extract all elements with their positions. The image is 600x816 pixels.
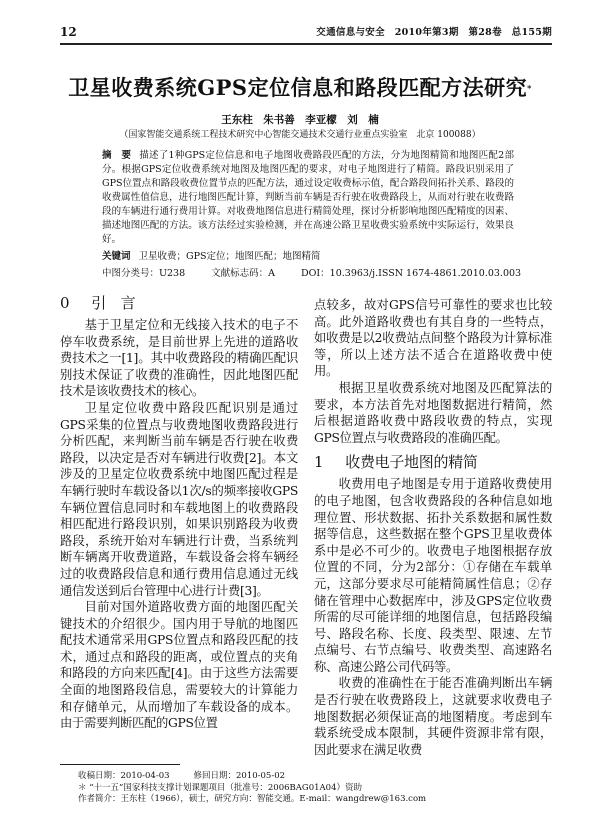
section-number: 0 [60, 294, 70, 312]
doi: DOI：10.3963/j.ISSN 1674-4861.2010.03.003 [301, 268, 522, 279]
paper-title [0, 75, 600, 101]
paragraph: 根据卫星收费系统对地图及匹配算法的要求，本方法首先对地图数据进行精简，然后根据道路收费中路段收费的特点，实现GPS位置点与收费路段的准确匹配。 [314, 380, 552, 445]
received-date: 收稿日期：2010-04-03 [78, 771, 170, 782]
paragraph: 卫星定位收费中路段匹配识别是通过GPS采集的位置点与收费地图收费路段进行分析匹配，来判断当前车辆是否行驶在收费路段，以决定是否对车辆进行收费[2]。本文涉及的卫星定位收费系统中地图匹配过程是车辆行驶时车载设备以1次/s的频率接收GPS车辆位置信息同时和车载地图上的收费路段相匹配进行路段识别，如果识别路段为收费路段，系统开始对车辆进行计费，当系统判断车辆离开收费道路，车载设备会将车辆经过的收费路段信息和通行费用信息通过无线通信发送到后台管理中心进行计费[3]。 [60, 400, 298, 598]
abstract [102, 149, 514, 247]
paragraph: 基于卫星定位和无线接入技术的电子不停车收费系统，是目前世界上先进的道路收费技术之一[1]。其中收费路段的精确匹配识别技术保证了收费的准确性，因此地图匹配技术是该收费技术的核心。 [60, 318, 298, 399]
paragraph: 收费的准确性在于能否准确判断出车辆是否行驶在收费路段上，这就要求收费电子地图数据必须保证高的地图精度。考虑到车载系统受成本限制，其硬件资源非常有限，因此要求在满足收费 [314, 676, 552, 757]
footnote-rule [60, 764, 180, 765]
paragraph-continued: 点较多，故对GPS信号可靠性的要求也比较高。此外道路收费也有其自身的一些特点，如收费是以2收费站点间整个路段为计算标准等，所以上述方法不适合在道路收费中使用。 [314, 298, 552, 379]
left-column [60, 293, 298, 732]
affiliation: （国家智能交通系统工程技术研究中心智能交通技术交通行业重点实验室 北京 100088） [119, 130, 481, 140]
revised-date: 修回日期：2010-05-02 [193, 771, 286, 782]
section-number: 1 [314, 453, 324, 472]
section-heading-0 [60, 293, 298, 313]
page-number: 12 [60, 25, 77, 39]
footnote-author-bio: 作者简介：王东柱（1966），硕士，研究方向：智能交通。E-mail：wangdrew@163.com [78, 794, 427, 805]
paragraph: 收费用电子地图是专用于道路收费使用的电子地图，包含收费路段的各种信息如地理位置、形状数据、拓扑关系数据和属性数据等信息，这些数据在整个GPS卫星收费体系中是必不可少的。收费电子地图根据存放位置的不同，分为2部分：①存储在车载单元，这部分要求尽可能精简属性信息；②存储在管理中心数据库中，涉及GPS定位收费所需的尽可能详细的地图信息，包括路段编号、路段名称、长度、段类型、限速、左节点编号、右节点编号、收费类型、高速路名称、高速公路公司代码等。 [314, 477, 552, 674]
keywords [102, 250, 522, 264]
section-heading-1 [314, 452, 552, 472]
section-title: 引 言 [91, 294, 136, 312]
section-title: 收费电子地图的精简 [345, 453, 478, 472]
title-text: 卫星收费系统GPS定位信息和路段匹配方法研究 [68, 75, 528, 100]
body-columns [60, 293, 552, 758]
keywords-text: 卫星收费；GPS定位；地图匹配；地图精简 [138, 251, 321, 262]
footnote-dates [78, 771, 552, 783]
authors: 王东柱 朱书善 李亚檬 刘 楠 [221, 114, 379, 126]
abstract-text: 描述了1种GPS定位信息和电子地图收费路段匹配的方法，分为地图精简和地图匹配2部分。根据GPS定位收费系统对地图及地图匹配的要求，对电子地图进行了精简。路段识别采用了GPS位置点和路段收费位置节点的匹配方法，通过设定收费标示值，配合路段间拓扑关系、路段的收费属性值信息，进行地图匹配计算，判断当前车辆是否行驶在收费路段上，从而对行驶在收费路段的车辆进行通行费用计算。对收费地图信息进行精简处理，探讨分析影响地图匹配精度的因素、描述地图匹配的方法。该方法经过实验检测，并在高速公路卫星收费实验系统中实际运行，效果良好。 [102, 150, 514, 245]
clc-number: 中图分类号：U238 [102, 268, 186, 279]
header-rule [60, 43, 552, 45]
classification-line [102, 267, 542, 281]
paragraph: 目前对国外道路收费方面的地图匹配关键技术的介绍很少。国内用于导航的地图匹配技术通常采用GPS位置点和路段匹配的技术，通过点和路段的距离，或位置点的夹角和路段的方向来匹配[4]。由于这些方法需要全面的地图路段信息，需要较大的计算能力和存储单元，从而增加了车载设备的成本。由于需要判断匹配的GPS位置 [60, 600, 298, 731]
abstract-label: 摘 要 [102, 150, 132, 161]
journal-header: 交通信息与安全 2010年第3期 第28卷 总155期 [316, 27, 552, 38]
keywords-label: 关键词 [102, 251, 131, 262]
document-code: 文献标志码：A [211, 268, 276, 279]
running-header [60, 24, 552, 40]
footnote-fund: ＊ “十一五”国家科技支撑计划课题项目（批准号：2006BAG01A04）资助 [78, 782, 362, 793]
right-column [314, 293, 552, 758]
title-footnote-mark: * [527, 83, 532, 93]
